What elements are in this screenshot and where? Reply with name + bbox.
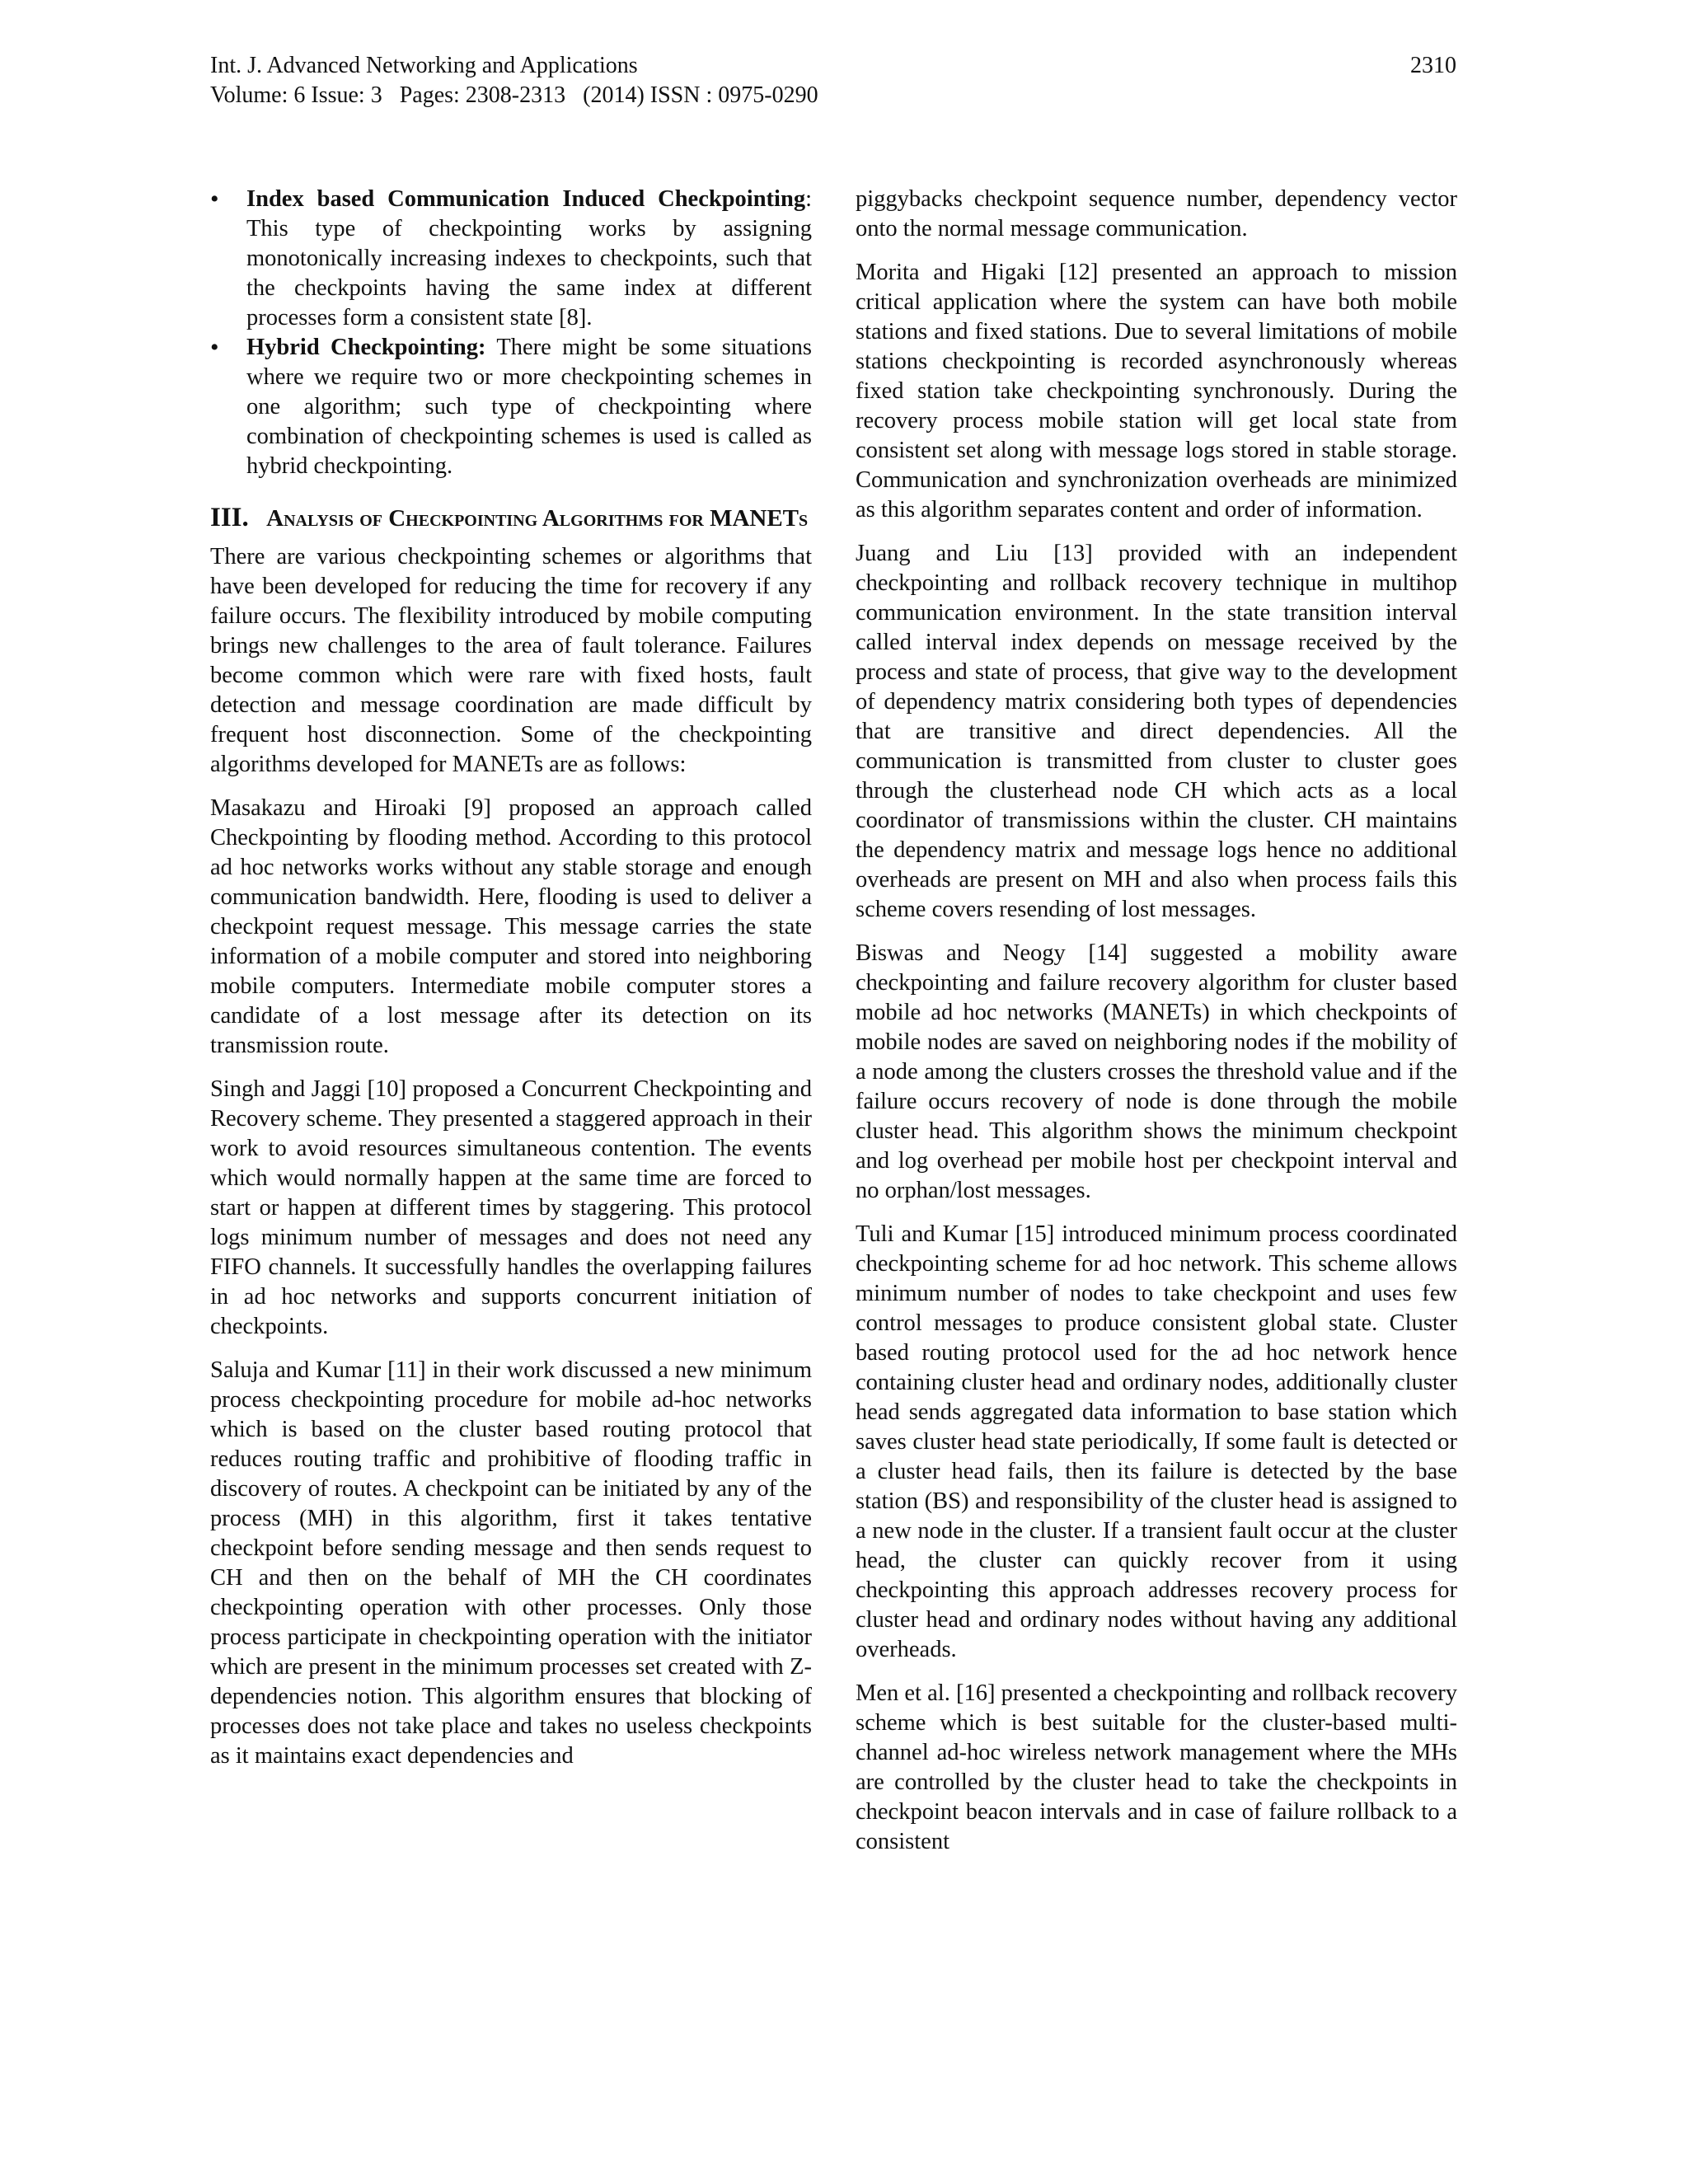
journal-title: Int. J. Advanced Networking and Applications — [210, 53, 638, 78]
paragraph: Masakazu and Hiroaki [9] proposed an approach called Checkpointing by flooding method. According to this protocol ad hoc networks works without any stable storage and enough communication bandwidth. Here, flooding is used to deliver a checkpoint request message. This message carries the state information of a mobile computer and stored into neighboring mobile computers. Intermediate mobile computer stores a candidate of a lost message after its detection on its transmission route. — [210, 795, 812, 1058]
checkpointing-types-list — [210, 185, 812, 481]
left-column — [210, 185, 812, 1785]
bullet-term: Index based Communication Induced Checkpointing — [246, 186, 806, 212]
page-header — [210, 51, 1456, 110]
paragraph: Tuli and Kumar [15] introduced minimum process coordinated checkpointing scheme for ad hoc network. This scheme allows minimum number of nodes to take checkpoint and uses few control messages to produce consistent global state. Cluster based routing protocol used for the ad hoc network hence containing cluster head and ordinary nodes, additionally cluster head sends aggregated data information to base station which saves cluster head state periodically, If some fault is detected or a cluster head fails, then its failure is detected by the base station (BS) and responsibility of the cluster head is assigned to a new node in the cluster. If a transient fault occur at the cluster head, the cluster can quickly recover from it using checkpointing this approach addresses recovery process for cluster head and ordinary nodes without having any additional overheads. — [856, 1221, 1457, 1662]
paragraph: Singh and Jaggi [10] proposed a Concurrent Checkpointing and Recovery scheme. They presented a staggered approach in their work to avoid resources simultaneous contention. The events which would normally happen at the same time are forced to start or happen at different times by staggering. This protocol logs minimum number of messages and does not need any FIFO channels. It successfully handles the overlapping failures in ad hoc networks and supports concurrent initiation of checkpoints. — [210, 1076, 812, 1339]
paragraph: There are various checkpointing schemes or algorithms that have been developed for reducing the time for recovery if any failure occurs. The flexibility introduced by mobile computing brings new challenges to the area of fault tolerance. Failures become common which were rare with fixed hosts, fault detection and message coordination are made difficult by frequent host disconnection. Some of the checkpointing algorithms developed for MANETs are as follows: — [210, 544, 812, 777]
bullet-term: Hybrid Checkpointing: — [246, 335, 486, 360]
list-item — [210, 185, 812, 333]
list-item — [210, 333, 812, 481]
paragraph: Men et al. [16] presented a checkpointing and rollback recovery scheme which is best suitable for the cluster-based multi-channel ad-hoc wireless network management where the MHs are controlled by the cluster head to take the checkpoints in checkpoint beacon intervals and in case of failure rollback to a consistent — [856, 1680, 1457, 1854]
section-title: Analysis of Checkpointing Algorithms for MANETs — [266, 505, 809, 532]
paragraph: Morita and Higaki [12] presented an approach to mission critical application where the system can have both mobile stations and fixed stations. Due to several limitations of mobile stations checkpointing is recorded asynchronously whereas fixed station take checkpointing synchronously. During the recovery process mobile station will get local state from consistent set along with message logs stored in stable storage. Communication and synchronization overheads are minimized as this algorithm separates content and order of information. — [856, 260, 1457, 523]
volume-info: Volume: 6 Issue: 3 Pages: 2308-2313 (2014) ISSN : 0975-0290 — [210, 82, 818, 108]
paragraph: Juang and Liu [13] provided with an independent checkpointing and rollback recovery technique in multihop communication environment. In the state transition interval called interval index depends on message received by the process and state of process, that give way to the development of dependency matrix considering both types of dependencies that are transitive and direct dependencies. All the communication is transmitted from cluster to cluster goes through the clusterhead node CH which acts as a local coordinator of transmissions within the cluster. CH maintains the dependency matrix and message logs hence no additional overheads are present on MH and also when process fails this scheme covers resending of lost messages. — [856, 541, 1457, 922]
bullet-text: : This type of checkpointing works by assigning monotonically increasing indexes to checkpoints, such that the checkpoints having the same index at different processes form a consistent state [8]. — [246, 186, 812, 330]
paragraph: piggybacks checkpoint sequence number, dependency vector onto the normal message communication. — [856, 186, 1457, 241]
bullet-text: There might be some situations where we require two or more checkpointing schemes in one algorithm; such type of checkpointing where combination of checkpointing schemes is used is called as hybrid checkpointing. — [246, 335, 812, 479]
paragraph: Biswas and Neogy [14] suggested a mobility aware checkpointing and failure recovery algorithm for cluster based mobile ad hoc networks (MANETs) in which checkpoints of mobile nodes are saved on neighboring nodes if the mobility of a node among the clusters crosses the threshold value and if the failure occurs recovery of node is done through the mobile cluster head. This algorithm shows the minimum checkpoint and log overhead per mobile host per checkpoint interval and no orphan/lost messages. — [856, 940, 1457, 1203]
page-number: 2310 — [1410, 53, 1456, 78]
section-number: III. — [210, 503, 249, 532]
paragraph: Saluja and Kumar [11] in their work discussed a new minimum process checkpointing procedure for mobile ad-hoc networks which is based on the cluster based routing protocol that reduces routing traffic and prohibitive of flooding traffic in discovery of routes. A checkpoint can be initiated by any of the process (MH) in this algorithm, first it takes tentative checkpoint before sending message and then sends request to CH and then on the behalf of MH the CH coordinates checkpointing operation with other processes. Only those process participate in checkpointing operation with the initiator which are present in the minimum processes set created with Z-dependencies notion. This algorithm ensures that blocking of processes does not take place and takes no useless checkpoints as it maintains exact dependencies and — [210, 1357, 812, 1769]
right-column — [856, 185, 1457, 1871]
section-heading — [210, 499, 812, 534]
